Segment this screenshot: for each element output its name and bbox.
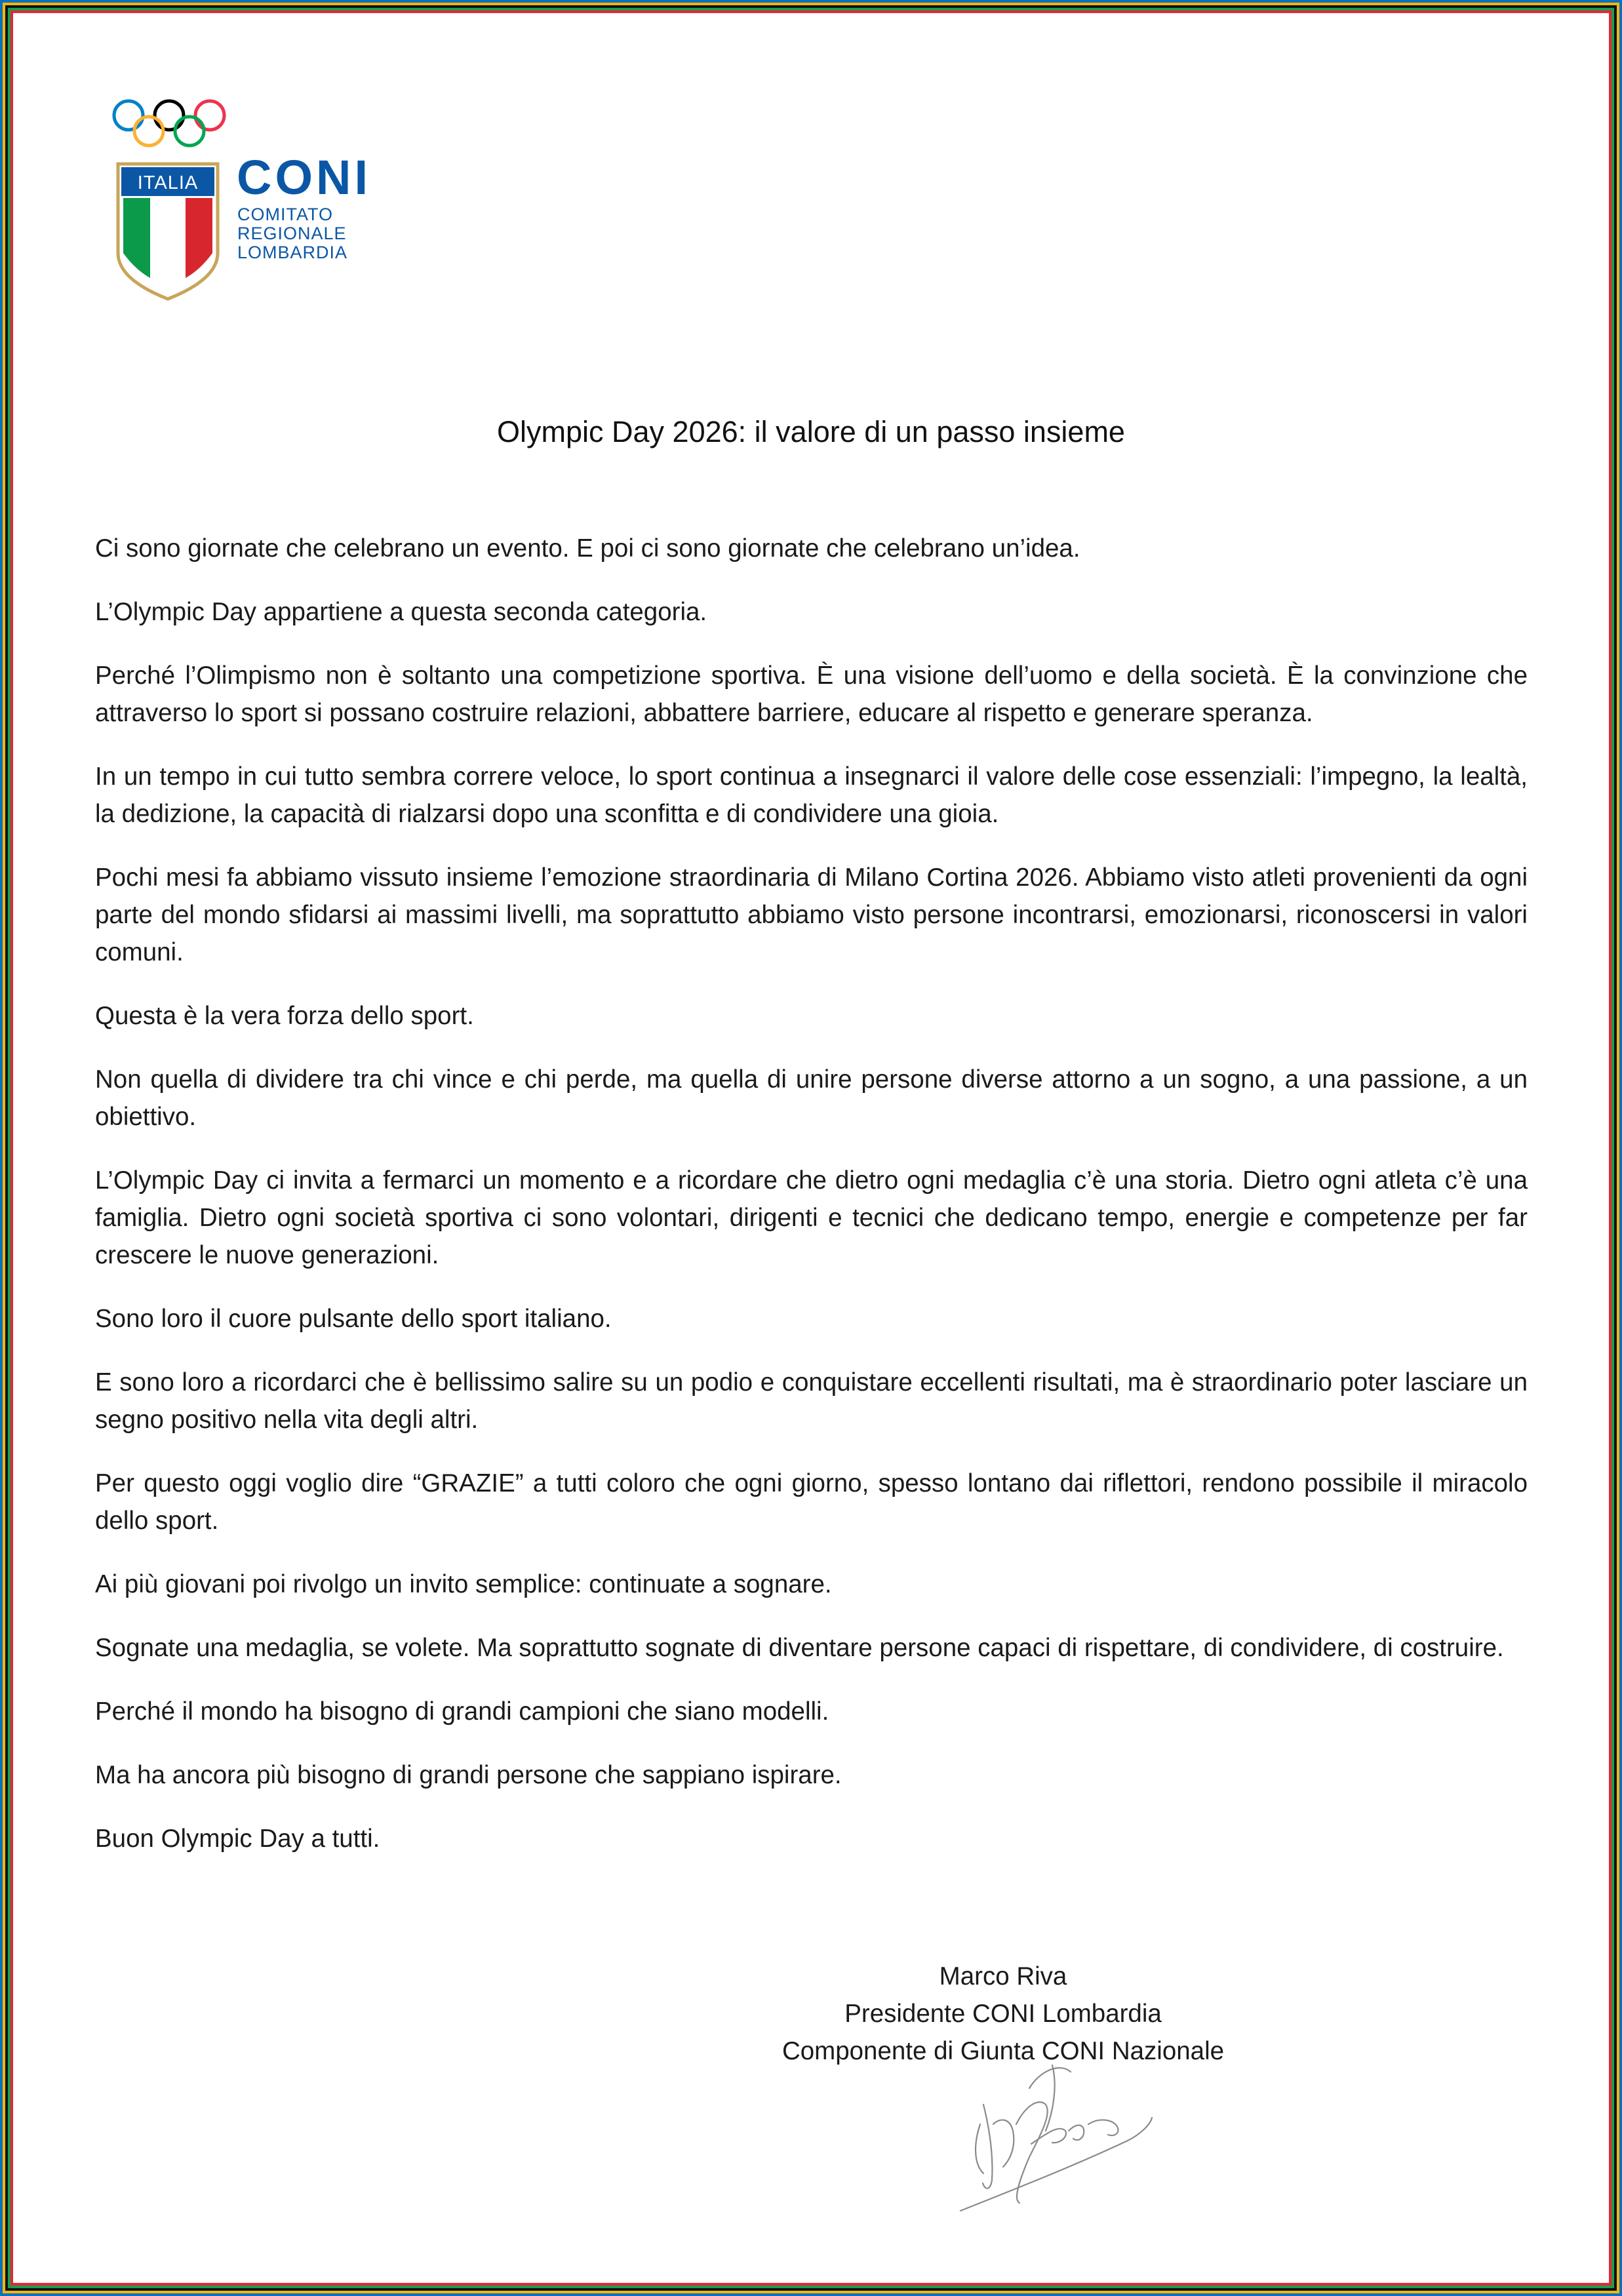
body-paragraph-14: Perché il mondo ha bisogno di grandi campioni che siano modelli. (95, 1697, 829, 1726)
coni-subtitle-line-3: LOMBARDIA (237, 243, 348, 262)
signer-name: Marco Riva (939, 1962, 1067, 1990)
body-paragraph-8: L’Olympic Day ci invita a fermarci un momento e a ricordare che dietro ogni medaglia c’è una storia. Dietro ogni atleta c’è una famiglia. Dietro ogni società sportiva ci sono volontari, dirigenti e tecnici che dedicano tempo, energie e competenze per far crescere le nuove generazioni. (95, 1166, 1528, 1269)
signer-role-2: Componente di Giunta CONI Nazionale (781, 2037, 1225, 2065)
coni-brand-text: CONI (237, 150, 371, 205)
body-paragraph-4: In un tempo in cui tutto sembra correre veloce, lo sport continua a insegnarci il valore delle cose essenziali: l’impegno, la lealtà, la dedizione, la capacità di rialzarsi dopo una sconfitta e di condividere una gioia. (95, 762, 1528, 828)
body-paragraph-3: Perché l’Olimpismo non è soltanto una competizione sportiva. È una visione dell’uomo e della società. È la convinzione che attraverso lo sport si possano costruire relazioni, abbattere barriere, educare al rispetto e generare speranza. (95, 662, 1528, 727)
shield-label: ITALIA (137, 172, 199, 193)
signer-role: Presidente CONI Lombardia (844, 2000, 1162, 2028)
coni-subtitle-line-1: COMITATO (237, 205, 333, 224)
body-paragraph-16: Buon Olympic Day a tutti. (95, 1825, 380, 1853)
body-paragraph-1: Ci sono giornate che celebrano un evento. E poi ci sono giornate che celebrano un’idea. (95, 534, 1080, 563)
body-paragraph-11: Per questo oggi voglio dire “GRAZIE” a tutti coloro che ogni giorno, spesso lontano dai riflettori, rendono possibile il miracolo dello sport. (95, 1469, 1528, 1535)
body-paragraph-13: Sognate una medaglia, se volete. Ma soprattutto sognate di diventare persone capaci di rispettare, di condividere, di costruire. (95, 1634, 1504, 1662)
coni-subtitle-line-2: REGIONALE (237, 224, 347, 243)
handwritten-signature-icon (954, 2026, 1157, 2216)
body-paragraph-6: Questa è la vera forza dello sport. (95, 1002, 474, 1030)
body-paragraph-12: Ai più giovani poi rivolgo un invito semplice: continuate a sognare. (95, 1570, 832, 1598)
coni-subtitle (237, 205, 347, 262)
olympic-rings-icon (110, 97, 228, 151)
body-paragraph-2: L’Olympic Day appartiene a questa seconda categoria. (95, 598, 707, 626)
body-paragraph-9: Sono loro il cuore pulsante dello sport italiano. (95, 1305, 612, 1333)
body-paragraph-5: Pochi mesi fa abbiamo vissuto insieme l’emozione straordinaria di Milano Cortina 2026. Abbiamo visto atleti provenienti da ogni parte del mondo sfidarsi ai massimi livelli, ma soprattutto abbiamo visto persone incontrarsi, emozionarsi, riconoscersi in valori comuni. (95, 863, 1528, 966)
body-paragraph-15: Ma ha ancora più bisogno di grandi persone che sappiano ispirare. (95, 1761, 842, 1789)
body-paragraph-7: Non quella di dividere tra chi vince e chi perde, ma quella di unire persone diverse attorno a un sogno, a una passione, a un obiettivo. (95, 1065, 1528, 1131)
italia-shield-icon (115, 161, 220, 302)
letter-title: Olympic Day 2026: il valore di un passo insieme (497, 415, 1125, 448)
letter-body (95, 530, 1528, 1884)
body-paragraph-10: E sono loro a ricordarci che è bellissimo salire su un podio e conquistare eccellenti risultati, ma è straordinario poter lasciare un segno positivo nella vita degli altri. (95, 1368, 1528, 1434)
